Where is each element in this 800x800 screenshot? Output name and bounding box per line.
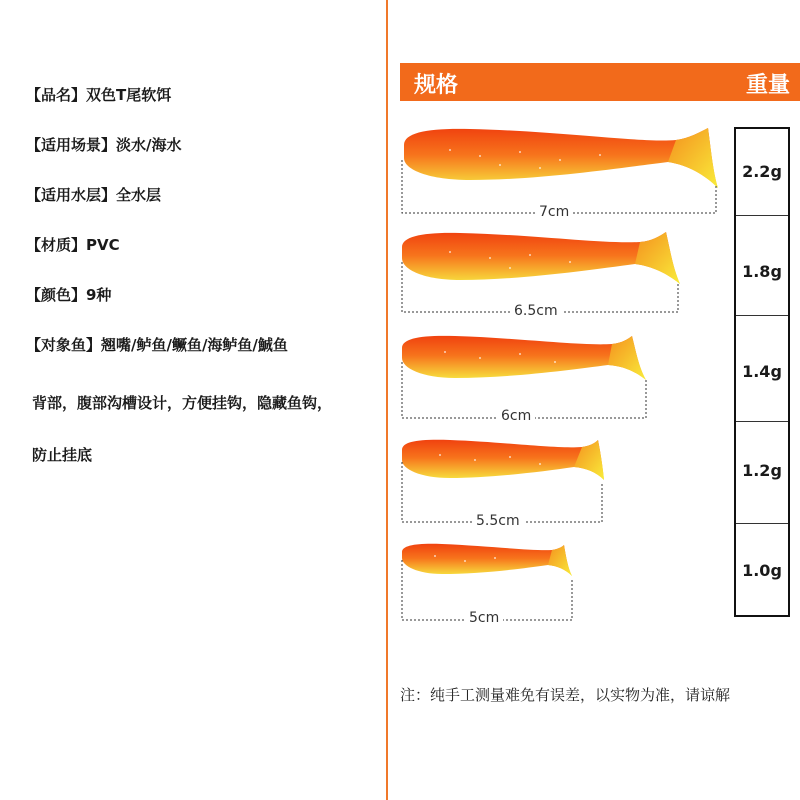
weight-divider [736, 523, 788, 524]
weight-divider [736, 315, 788, 316]
info-design-line1: 背部，腹部沟槽设计，方便挂钩，隐藏鱼钩， [32, 394, 333, 412]
info-water-layer: 【适用水层】全水层 [26, 186, 162, 204]
length-label-6cm: 6cm [497, 408, 535, 424]
lure-5cm [402, 544, 572, 620]
weight-divider [736, 421, 788, 422]
length-label-5cm: 5cm [465, 610, 503, 626]
weight-7cm: 2.2g [742, 162, 782, 181]
weight-6_5cm: 1.8g [742, 262, 782, 281]
lure-5_5cm [402, 440, 604, 522]
weight-5_5cm: 1.2g [742, 461, 782, 480]
lure-6_5cm [402, 232, 680, 312]
length-label-5_5cm: 5.5cm [472, 513, 524, 529]
info-design-line2: 防止挂底 [32, 446, 93, 464]
lure-7cm [402, 128, 718, 213]
info-target-fish: 【对象鱼】翘嘴/鲈鱼/鳜鱼/海鲈鱼/鯎鱼 [26, 336, 288, 354]
spec-header-spec: 规格 [414, 73, 459, 98]
length-label-6_5cm: 6.5cm [510, 303, 562, 319]
weight-6cm: 1.4g [742, 362, 782, 381]
weight-table [734, 127, 790, 617]
length-label-7cm: 7cm [535, 204, 573, 220]
weight-5cm: 1.0g [742, 561, 782, 580]
info-usage-scene: 【适用场景】淡水/海水 [26, 136, 182, 154]
weight-divider [736, 215, 788, 216]
spec-header-weight: 重量 [745, 73, 790, 98]
measurement-note: 注：纯手工测量难免有误差，以实物为准，请谅解 [400, 686, 731, 704]
info-colors: 【颜色】9种 [26, 286, 112, 304]
info-material: 【材质】PVC [26, 236, 120, 254]
lure-6cm [402, 336, 646, 418]
info-product-name: 【品名】双色T尾软饵 [26, 86, 172, 104]
